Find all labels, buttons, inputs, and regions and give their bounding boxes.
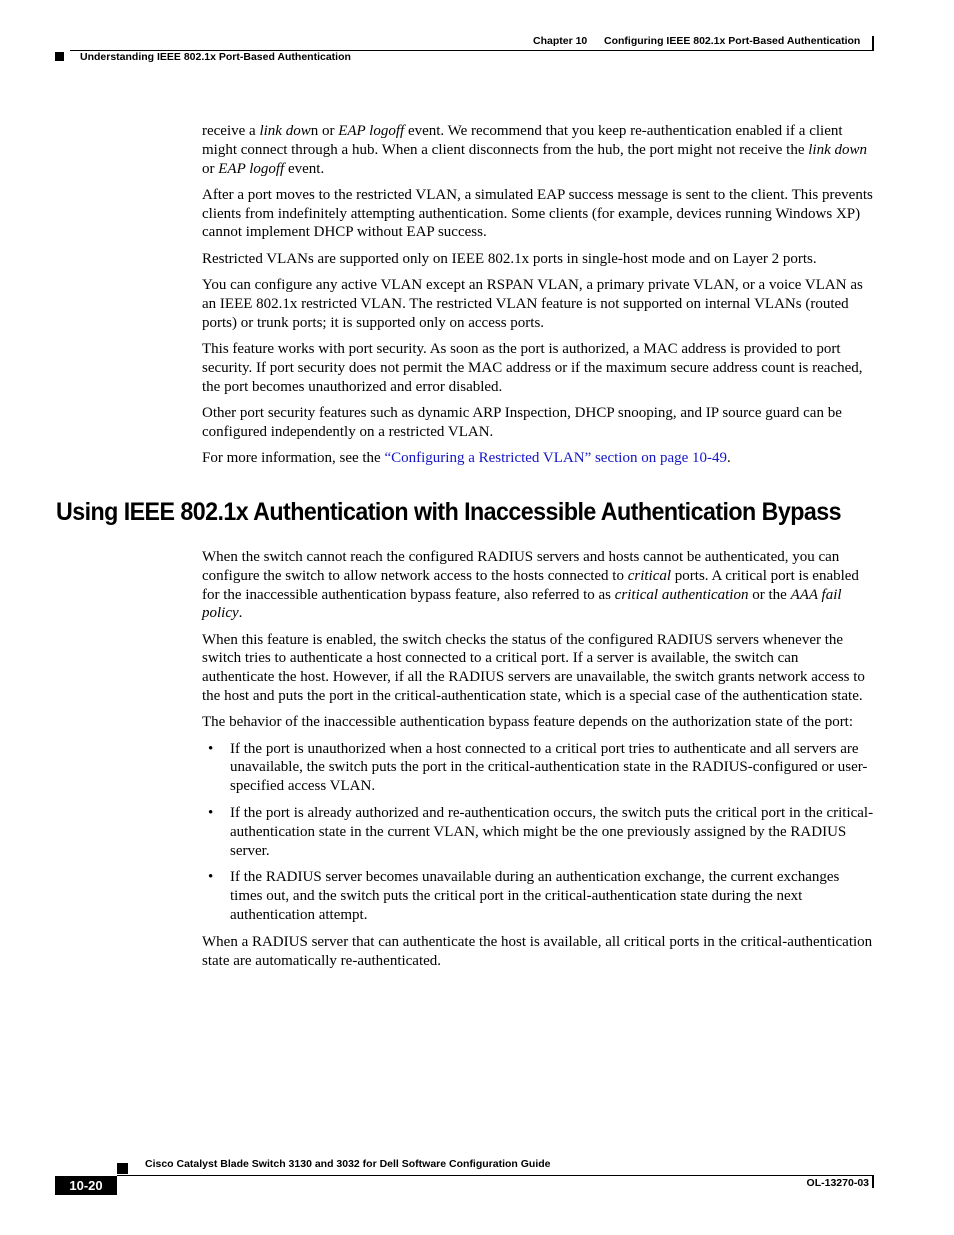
header-chapter-title: Configuring IEEE 802.1x Port-Based Authentication [604,35,861,47]
footer-guide-title: Cisco Catalyst Blade Switch 3130 and 3032 for Dell Software Configuration Guide [145,1158,551,1170]
footer-doc-number: OL-13270-03 [806,1177,869,1189]
intro-text [202,122,874,475]
list-item: • If the port is already authorized and re-authentication occurs, the switch puts the critical port in the critical-authentication state in the current VLAN, which might be the one previously assigned by the RADIUS server. [208,805,874,859]
section-text [202,548,874,978]
section-paragraph-2: When this feature is enabled, the switch checks the status of the configured RADIUS servers whenever the switch tries to authenticate a host connected to a critical port. If a server is available, the switch can authenticate the host. However, if all the RADIUS servers are unavailable, the switch grants network access to the host and puts the port in the critical-authentication state, which is a special case of the authentication state. [202,631,865,705]
intro-paragraph-4: You can configure any active VLAN except an RSPAN VLAN, a primary private VLAN, or a voice VLAN as an IEEE 802.1x restricted VLAN. The restricted VLAN feature is not supported on internal VLANs (routed ports) or trunk ports; it is supported only on access ports. [202,277,863,331]
list-item: • If the RADIUS server becomes unavailable during an authentication exchange, the current exchanges times out, and the switch puts the critical port in the critical-authentication state during the next authentication attempt. [208,869,840,924]
footer-tick [872,1176,874,1188]
bullet-list [202,740,874,925]
header-section: Understanding IEEE 802.1x Port-Based Authentication [80,51,351,63]
intro-paragraph-3: Restricted VLANs are supported only on IEEE 802.1x ports in single-host mode and on Layer 2 ports. [202,250,817,267]
page-number: 10-20 [55,1176,117,1195]
intro-paragraph-5: This feature works with port security. As soon as the port is authorized, a MAC address is provided to port security. If port security does not permit the MAC address or if the maximum secure address count is reached, the port becomes unauthorized and error disabled. [202,340,863,395]
intro-paragraph-2: After a port moves to the restricted VLAN, a simulated EAP success message is sent to the client. This prevents clients from indefinitely attempting authentication. Some clients (for example, devices running Windows XP) cannot implement DHCP without EAP success. [202,186,873,241]
section-paragraph-1: When the switch cannot reach the configured RADIUS servers and hosts cannot be authenticated, you can configure the switch to allow network access to the hosts connected to critical ports. A critical port is enabled for the inaccessible authentication bypass feature, also referred to as critical authentication or the AAA fail policy. [202,549,859,622]
header-tick [872,36,874,50]
section-heading: Using IEEE 802.1x Authentication with Inaccessible Authentication Bypass [56,498,841,526]
restricted-vlan-link[interactable]: “Configuring a Restricted VLAN” section on page 10-49 [384,449,728,466]
intro-paragraph-7: For more information, see the “Configuring a Restricted VLAN” section on page 10-49. [202,449,731,466]
list-item: • If the port is unauthorized when a host connected to a critical port tries to authenticate and all servers are unavailable, the switch puts the port in the critical-authentication state in the RADIUS-configured or user-specified access VLAN. [208,740,868,795]
header-marker [55,52,64,61]
bullet-icon: • [208,805,214,822]
intro-paragraph-1: receive a link down or EAP logoff event. We recommend that you keep re-authentication enabled if a client might connect through a hub. When a client disconnects from the hub, the port might not receive the link down or EAP logoff event. [202,123,867,177]
bullet-icon: • [208,740,214,757]
intro-paragraph-6: Other port security features such as dynamic ARP Inspection, DHCP snooping, and IP source guard can be configured independently on a restricted VLAN. [202,404,842,440]
section-paragraph-4: When a RADIUS server that can authenticate the host is available, all critical ports in the critical-authentication state are automatically re-authenticated. [202,933,873,969]
bullet-icon: • [208,869,214,886]
section-paragraph-3: The behavior of the inaccessible authentication bypass feature depends on the authorization state of the port: [202,714,854,731]
footer-marker [117,1163,128,1174]
header-chapter: Chapter 10 [533,35,588,47]
footer-rule [117,1175,874,1176]
